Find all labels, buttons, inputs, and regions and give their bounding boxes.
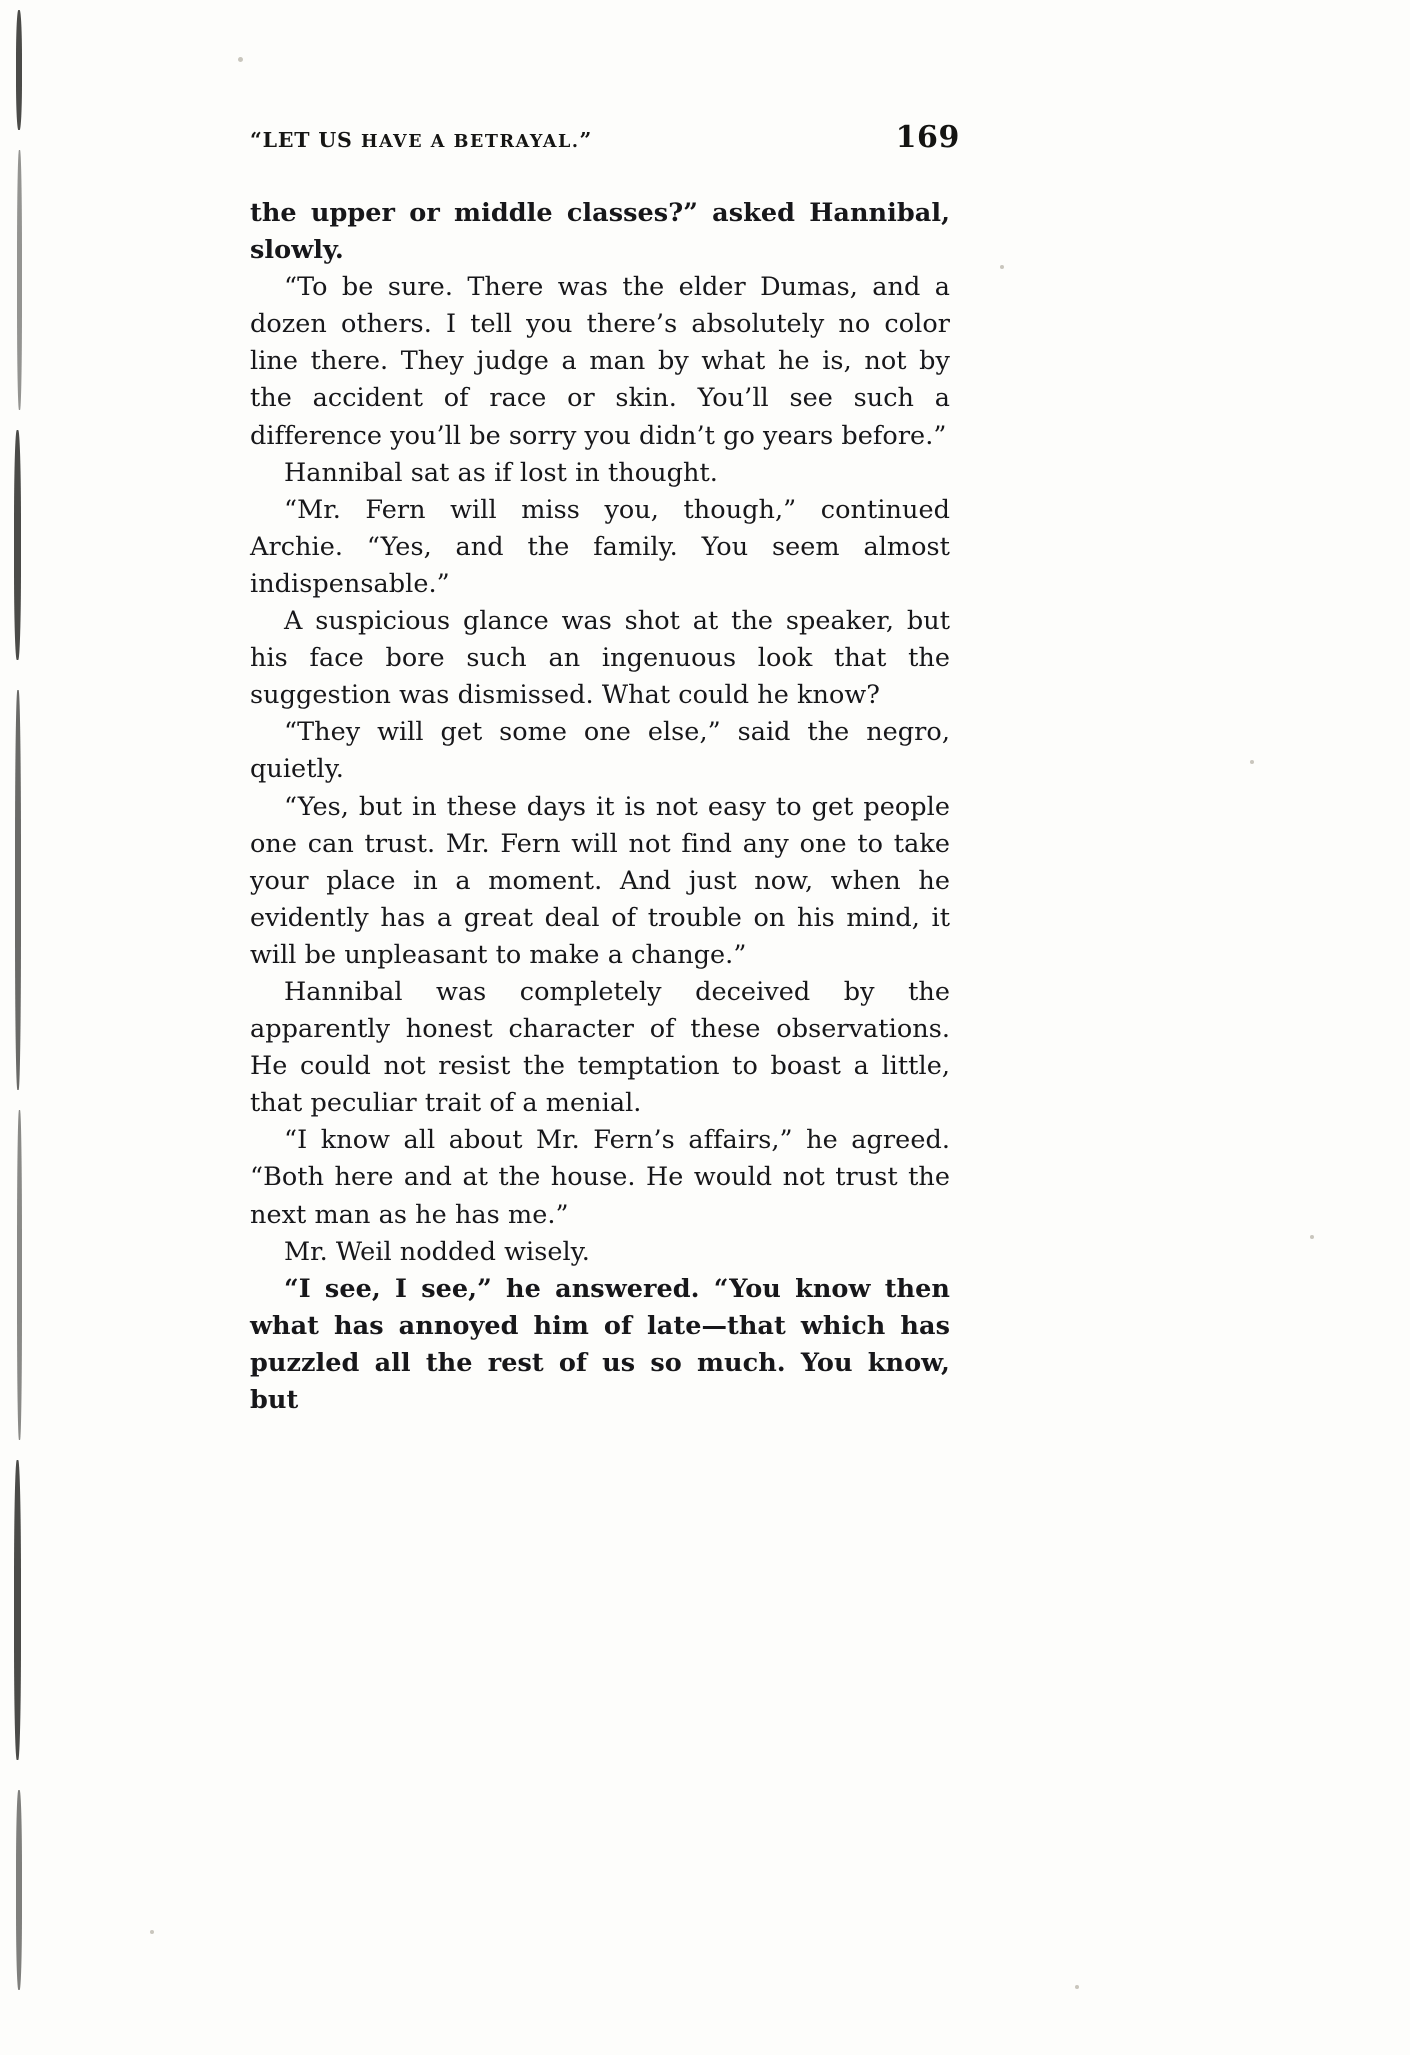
paragraph: “To be sure. There was the elder Dumas, and a dozen others. I tell you there’s absolutely no color line there. They judge a man by what he is, not by the accident of race or skin. You’ll see such a difference you’ll be sorry you didn’t go years before.”	[250, 272, 950, 451]
paragraph: “Yes, but in these days it is not easy to get people one can trust. Mr. Fern will not find any one to take your place in a moment. And just now, when he evidently has a great deal of trouble on his mind, it will be unpleasant to make a change.”	[250, 791, 950, 970]
paragraph: “I see, I see,” he answered. “You know then what has annoyed him of late—that which has puzzled all the rest of us so much. You know, but	[250, 1273, 950, 1415]
page-content	[250, 120, 960, 1419]
paragraph: “They will get some one else,” said the negro, quietly.	[250, 717, 950, 785]
paragraph: Hannibal sat as if lost in thought.	[284, 457, 718, 488]
running-head-trail: ”	[579, 128, 593, 152]
book-gutter-shadow	[8, 0, 34, 2055]
running-head	[250, 128, 592, 152]
paragraph: Mr. Weil nodded wisely.	[284, 1236, 590, 1267]
paragraph: the upper or middle classes?” asked Hannibal, slowly.	[250, 198, 950, 266]
paragraph: “I know all about Mr. Fern’s affairs,” he agreed. “Both here and at the house. He would not trust the next man as he has me.”	[250, 1125, 950, 1230]
page-number: 169	[895, 120, 960, 155]
paragraph: Hannibal was completely deceived by the apparently honest character of these observations. He could not resist the temptation to boast a little, that peculiar trait of a menial.	[250, 976, 950, 1119]
body-text	[250, 195, 950, 1419]
paragraph: A suspicious glance was shot at the speaker, but his face bore such an ingenuous look that the suggestion was dismissed. What could he know?	[250, 606, 950, 711]
page-header	[250, 120, 960, 155]
running-head-lead: “	[250, 128, 263, 152]
paragraph: “Mr. Fern will miss you, though,” continued Archie. “Yes, and the family. You seem almost indispensable.”	[250, 494, 950, 599]
running-head-lead-words: LET US	[262, 128, 353, 152]
running-head-rest: HAVE A BETRAYAL.	[361, 132, 580, 152]
